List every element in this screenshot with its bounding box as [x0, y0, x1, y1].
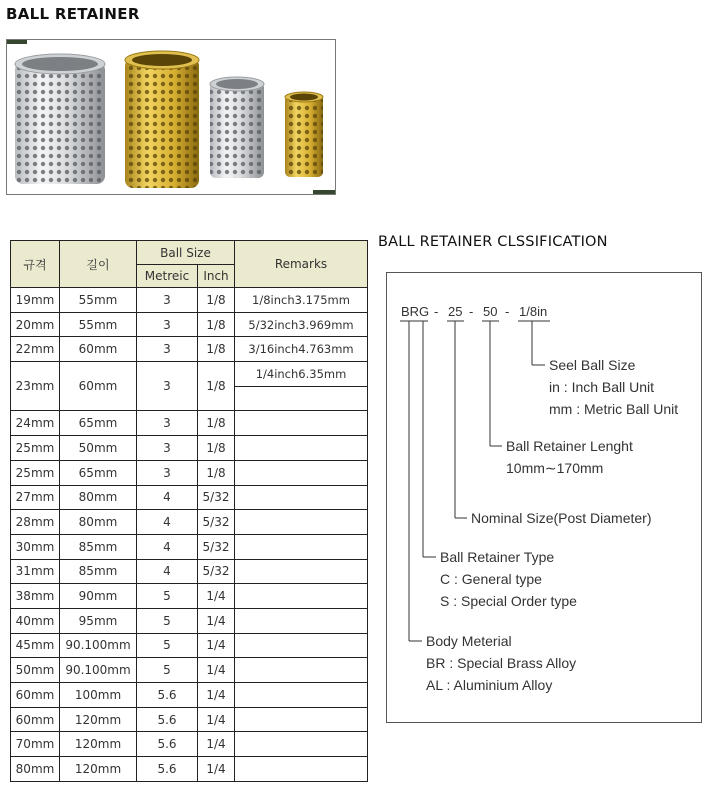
cell-length: 80mm	[60, 485, 137, 510]
cell-metric: 5.6	[137, 757, 198, 782]
cell-size: 19mm	[11, 288, 60, 313]
body-label: Body Meterial	[426, 633, 512, 649]
table-row	[11, 485, 368, 510]
type-label: Ball Retainer Type	[440, 549, 555, 565]
table-row	[11, 436, 368, 461]
cell-remarks	[235, 460, 368, 485]
cell-size: 60mm	[11, 683, 60, 708]
cell-metric: 5.6	[137, 732, 198, 757]
table-row	[11, 312, 368, 337]
table-row	[11, 633, 368, 658]
table-row	[11, 337, 368, 362]
cell-length: 55mm	[60, 312, 137, 337]
cell-length: 65mm	[60, 411, 137, 436]
classification-title: BALL RETAINER CLSSIFICATION	[378, 234, 608, 250]
cell-metric: 3	[137, 312, 198, 337]
header-ball-size: Ball Size	[137, 241, 235, 265]
code-sep: -	[469, 304, 474, 319]
cell-length: 80mm	[60, 510, 137, 535]
cell-inch: 1/8	[198, 436, 235, 461]
spec-table	[10, 240, 368, 782]
cell-remarks	[235, 436, 368, 461]
photo-corner-mark	[313, 190, 335, 194]
cell-inch: 1/4	[198, 707, 235, 732]
cell-size: 25mm	[11, 460, 60, 485]
cell-metric: 3	[137, 288, 198, 313]
cell-size: 80mm	[11, 757, 60, 782]
cell-metric: 4	[137, 559, 198, 584]
length-label: Ball Retainer Lenght	[506, 438, 633, 454]
cell-remarks	[235, 683, 368, 708]
cell-remarks	[235, 485, 368, 510]
length-range: 10mm∼170mm	[506, 460, 604, 476]
cell-metric: 4	[137, 485, 198, 510]
cell-length: 90mm	[60, 584, 137, 609]
code-ball: 1/8in	[519, 304, 548, 319]
cell-size: 25mm	[11, 436, 60, 461]
table-row	[11, 362, 368, 387]
ball-size-inch: in : Inch Ball Unit	[549, 379, 655, 395]
cell-metric: 5	[137, 658, 198, 683]
cell-metric: 5.6	[137, 707, 198, 732]
cell-size: 22mm	[11, 337, 60, 362]
table-row	[11, 608, 368, 633]
photo-corner-mark	[7, 40, 27, 44]
cell-length: 120mm	[60, 732, 137, 757]
cell-length: 85mm	[60, 534, 137, 559]
cell-size: 30mm	[11, 534, 60, 559]
product-photo	[6, 39, 336, 195]
cell-size: 20mm	[11, 312, 60, 337]
header-remarks: Remarks	[235, 241, 368, 288]
cell-inch: 1/4	[198, 584, 235, 609]
cell-remarks: 3/16inch4.763mm	[235, 337, 368, 362]
cell-remarks	[235, 757, 368, 782]
cell-remarks	[235, 584, 368, 609]
cell-inch: 1/4	[198, 757, 235, 782]
cell-size: 23mm	[11, 362, 60, 411]
header-metric: Metreic	[137, 265, 198, 288]
cell-inch: 1/8	[198, 312, 235, 337]
cell-length: 95mm	[60, 608, 137, 633]
cell-remarks: 5/32inch3.969mm	[235, 312, 368, 337]
type-special: S : Special Order type	[440, 593, 577, 609]
cell-remarks	[235, 608, 368, 633]
table-row	[11, 707, 368, 732]
code-length: 50	[483, 304, 498, 319]
body-brass: BR : Special Brass Alloy	[426, 655, 577, 671]
code-sep: -	[434, 304, 439, 319]
cell-remarks	[235, 732, 368, 757]
header-size: 규격	[11, 241, 60, 288]
cell-inch: 1/4	[198, 658, 235, 683]
ball-retainer-image	[7, 40, 335, 194]
cell-inch: 1/8	[198, 460, 235, 485]
cell-size: 60mm	[11, 707, 60, 732]
cell-metric: 5.6	[137, 683, 198, 708]
cell-inch: 1/4	[198, 732, 235, 757]
cell-length: 100mm	[60, 683, 137, 708]
code-type: 25	[448, 304, 463, 319]
cell-metric: 3	[137, 460, 198, 485]
cell-inch: 1/8	[198, 337, 235, 362]
table-row	[11, 411, 368, 436]
cell-length: 85mm	[60, 559, 137, 584]
cell-inch: 1/4	[198, 683, 235, 708]
cell-length: 50mm	[60, 436, 137, 461]
cell-size: 50mm	[11, 658, 60, 683]
cell-remarks	[235, 658, 368, 683]
cell-remarks-empty	[235, 386, 368, 411]
cell-inch: 5/32	[198, 559, 235, 584]
cell-inch: 5/32	[198, 534, 235, 559]
cell-metric: 3	[137, 411, 198, 436]
table-row	[11, 559, 368, 584]
cell-metric: 5	[137, 633, 198, 658]
cell-metric: 4	[137, 510, 198, 535]
cell-remarks	[235, 559, 368, 584]
cell-metric: 3	[137, 436, 198, 461]
ball-size-label: Seel Ball Size	[549, 357, 636, 373]
code-sep: -	[505, 304, 510, 319]
cell-remarks: 1/8inch3.175mm	[235, 288, 368, 313]
cell-inch: 1/4	[198, 633, 235, 658]
nominal-label: Nominal Size(Post Diameter)	[471, 510, 652, 526]
header-inch: Inch	[198, 265, 235, 288]
spec-table-body	[11, 288, 368, 782]
cell-remarks	[235, 411, 368, 436]
cell-length: 90.100mm	[60, 658, 137, 683]
table-row	[11, 460, 368, 485]
cell-length: 60mm	[60, 337, 137, 362]
cell-remarks	[235, 534, 368, 559]
cell-inch: 5/32	[198, 510, 235, 535]
table-row	[11, 757, 368, 782]
cell-remarks: 1/4inch6.35mm	[235, 362, 368, 387]
cell-size: 70mm	[11, 732, 60, 757]
table-row	[11, 658, 368, 683]
cell-length: 120mm	[60, 707, 137, 732]
page-title: BALL RETAINER	[6, 5, 140, 23]
cell-size: 40mm	[11, 608, 60, 633]
cell-size: 28mm	[11, 510, 60, 535]
cell-size: 31mm	[11, 559, 60, 584]
cell-size: 38mm	[11, 584, 60, 609]
classification-diagram	[387, 273, 701, 722]
cell-size: 24mm	[11, 411, 60, 436]
cell-metric: 5	[137, 584, 198, 609]
cell-size: 45mm	[11, 633, 60, 658]
cell-remarks	[235, 707, 368, 732]
cell-inch: 5/32	[198, 485, 235, 510]
table-row	[11, 534, 368, 559]
table-row	[11, 288, 368, 313]
cell-metric: 4	[137, 534, 198, 559]
table-row	[11, 584, 368, 609]
header-length: 길이	[60, 241, 137, 288]
ball-size-metric: mm : Metric Ball Unit	[549, 401, 679, 417]
cell-inch: 1/8	[198, 362, 235, 411]
cell-size: 27mm	[11, 485, 60, 510]
table-row	[11, 683, 368, 708]
cell-metric: 5	[137, 608, 198, 633]
cell-metric: 3	[137, 362, 198, 411]
cell-inch: 1/8	[198, 411, 235, 436]
cell-length: 65mm	[60, 460, 137, 485]
classification-box	[386, 272, 702, 723]
cell-length: 60mm	[60, 362, 137, 411]
cell-inch: 1/8	[198, 288, 235, 313]
table-row	[11, 732, 368, 757]
code-body: BRG	[401, 304, 430, 319]
table-row	[11, 510, 368, 535]
cell-remarks	[235, 510, 368, 535]
cell-length: 55mm	[60, 288, 137, 313]
type-general: C : General type	[440, 571, 542, 587]
cell-length: 120mm	[60, 757, 137, 782]
cell-inch: 1/4	[198, 608, 235, 633]
body-aluminium: AL : Aluminium Alloy	[426, 677, 553, 693]
cell-metric: 3	[137, 337, 198, 362]
cell-remarks	[235, 633, 368, 658]
cell-length: 90.100mm	[60, 633, 137, 658]
